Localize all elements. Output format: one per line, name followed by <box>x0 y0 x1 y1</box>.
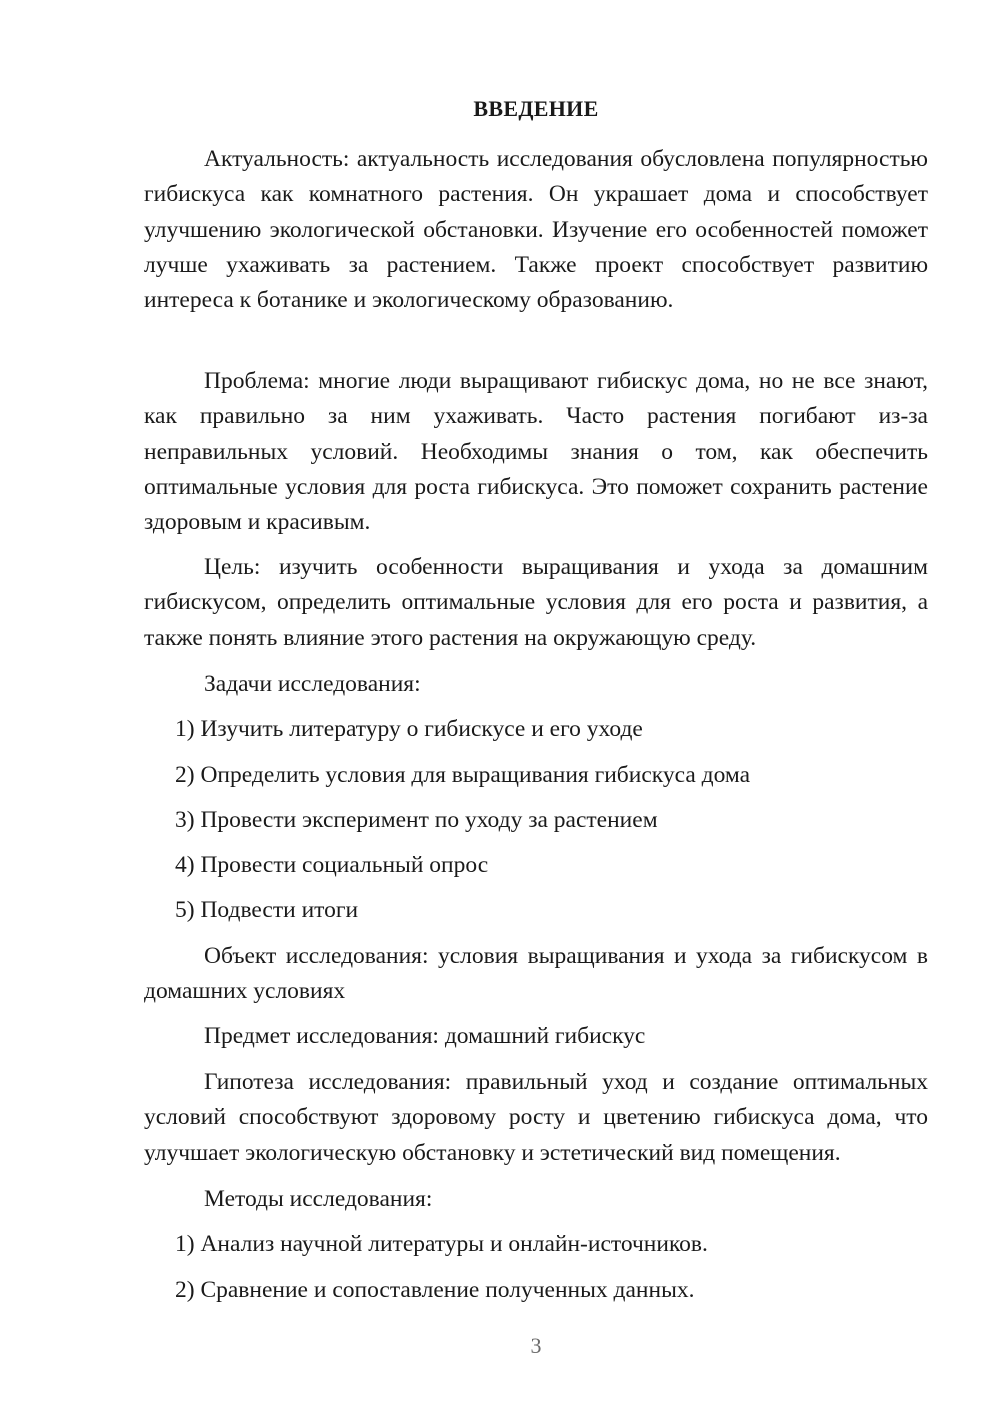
page-title: ВВЕДЕНИЕ <box>473 96 599 121</box>
goal-paragraph: Цель: изучить особенности выращивания и ухода за домашним гибискусом, определить оптимальные условия для его роста и развития, а также понять влияние этого растения на окружающую среду. <box>144 554 928 651</box>
page-number: 3 <box>530 1333 542 1358</box>
relevance-paragraph: Актуальность: актуальность исследования обусловлена популярностью гибискуса как комнатного растения. Он украшает дома и способствует улучшению экологической обстановки. Изучение его особенностей поможет лучше ухаживать за растением. Также проект способствует развитию интереса к ботанике и экологическому образованию. <box>144 146 928 314</box>
tasks-heading: Задачи исследования: <box>204 671 421 697</box>
task-item: 2) Определить условия для выращивания гибискуса дома <box>175 762 751 788</box>
task-item: 1) Изучить литературу о гибискусе и его уходе <box>175 716 643 742</box>
hypothesis-paragraph: Гипотеза исследования: правильный уход и создание оптимальных условий способствуют здоровому росту и цветению гибискуса дома, что улучшает экологическую обстановку и эстетический вид помещения. <box>144 1069 928 1166</box>
methods-heading: Методы исследования: <box>204 1186 433 1212</box>
object-paragraph: Объект исследования: условия выращивания и ухода за гибискусом в домашних условиях <box>144 943 928 1005</box>
method-item: 2) Сравнение и сопоставление полученных данных. <box>175 1277 695 1303</box>
task-item: 4) Провести социальный опрос <box>175 852 489 878</box>
task-item: 5) Подвести итоги <box>175 897 359 923</box>
problem-paragraph: Проблема: многие люди выращивают гибискус дома, но не все знают, как правильно за ним ухаживать. Часто растения погибают из-за неправильных условий. Необходимы знания о том, как обеспечить оптимальные условия для роста гибискуса. Это поможет сохранить растение здоровым и красивым. <box>144 368 928 536</box>
subject-paragraph: Предмет исследования: домашний гибискус <box>204 1023 646 1049</box>
method-item: 1) Анализ научной литературы и онлайн-источников. <box>175 1231 708 1257</box>
task-item: 3) Провести эксперимент по уходу за растением <box>175 807 658 833</box>
